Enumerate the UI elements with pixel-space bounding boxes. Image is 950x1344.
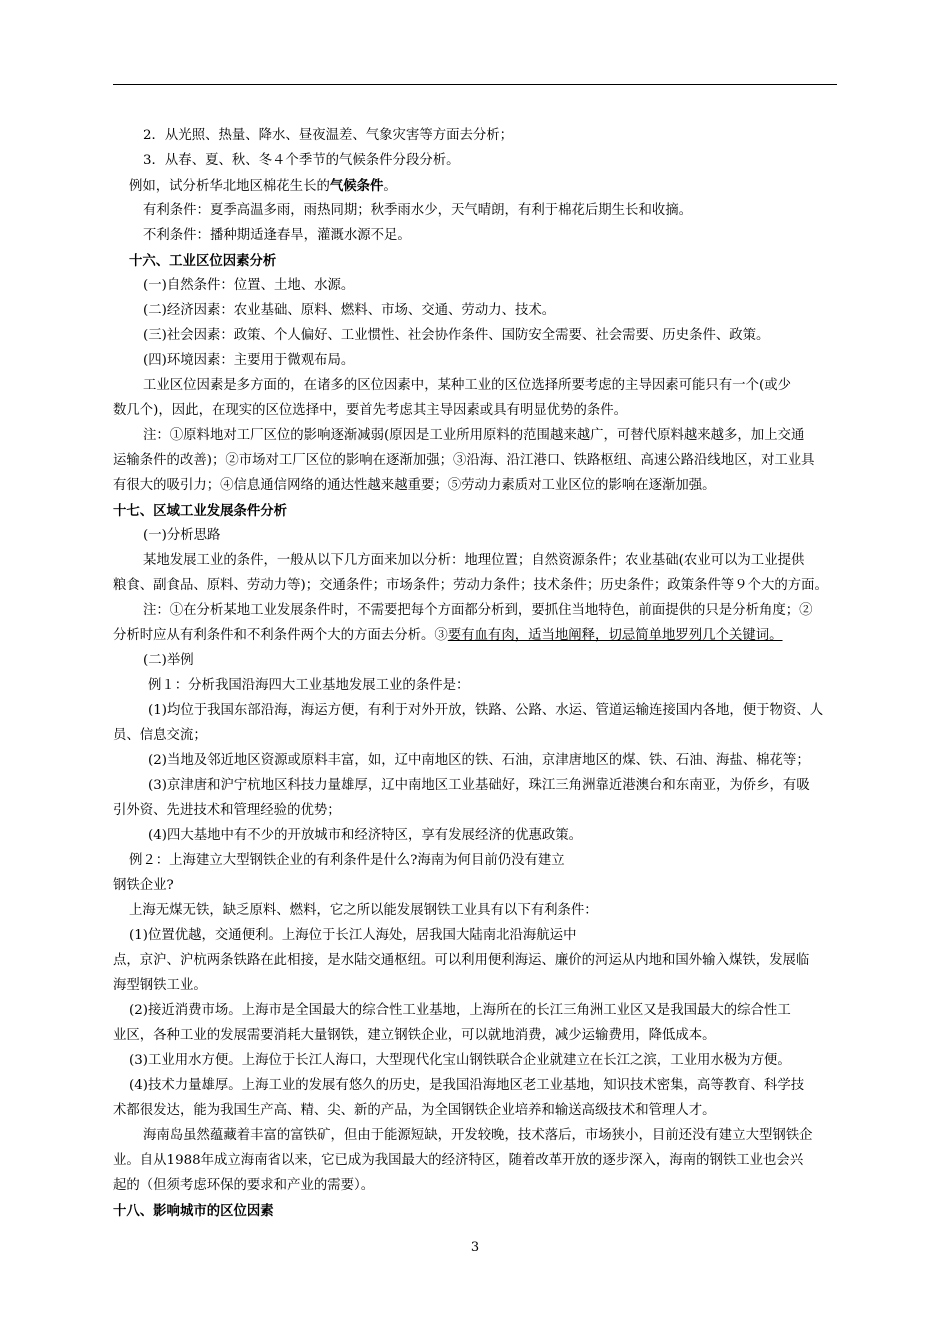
text-line: (3)京津唐和沪宁杭地区科技力量雄厚，辽中南地区工业基础好，珠江三角洲靠近港澳台和东南亚，为侨乡，有吸 (148, 778, 810, 793)
text-line: 运输条件的改善)；②市场对工厂区位的影响在逐渐加强；③沿海、沿江港口、铁路枢纽、高速公路沿线地区，对工业具 (113, 453, 815, 468)
text-line (129, 177, 397, 196)
text-line: (2)当地及邻近地区资源或原料丰富，如，辽中南地区的铁、石油，京津唐地区的煤、铁、石油、海盐、棉花等； (148, 753, 810, 768)
text-line: 业区，各种工业的发展需要消耗大量钢铁，建立钢铁企业，可以就地消费，减少运输费用，降低成本。 (113, 1028, 716, 1043)
text-line: (二)经济因素：农业基础、原料、燃料、市场、交通、劳动力、技术。 (143, 303, 556, 318)
page-number: 3 (470, 1240, 480, 1255)
text-line: (一)自然条件：位置、土地、水源。 (143, 278, 355, 293)
section-heading: 十八、影响城市的区位因素 (113, 1203, 274, 1219)
text-line: (三)社会因素：政策、个人偏好、工业惯性、社会协作条件、国防安全需要、社会需要、历史条件、政策。 (143, 328, 770, 343)
text-line: 业。自从1988年成立海南省以来，它已成为我国最大的经济特区，随着改革开放的逐步深入，海南的钢铁工业也会兴 (113, 1153, 804, 1168)
text-line: 上海无煤无铁，缺乏原料、燃料，它之所以能发展钢铁工业具有以下有利条件： (129, 903, 598, 918)
text-segment: 。 (383, 179, 397, 194)
text-segment: 例如，试分析华北地区棉花生长的 (129, 179, 330, 194)
text-line: 粮食、副食品、原料、劳动力等)；交通条件；市场条件；劳动力条件；技术条件；历史条件；政策条件等９个大的方面。 (113, 578, 828, 593)
text-line: (一)分析思路 (143, 528, 221, 543)
text-line: (4)技术力量雄厚。上海工业的发展有悠久的历史，是我国沿海地区老工业基地，知识技术密集，高等教育、科学技 (129, 1078, 805, 1093)
text-line: 海型钢铁工业。 (113, 978, 207, 993)
section-heading: 十七、区域工业发展条件分析 (113, 503, 288, 519)
text-line: 例２：上海建立大型钢铁企业的有利条件是什么?海南为何目前仍没有建立 (129, 853, 565, 868)
text-line: 钢铁企业? (113, 878, 174, 893)
text-line: (二)举例 (143, 653, 194, 668)
text-line: (1)位置优越，交通便利。上海位于长江人海处，居我国大陆南北沿海航运中 (129, 928, 577, 943)
text-line: 有利条件：夏季高温多雨，雨热同期；秋季雨水少，天气晴朗，有利于棉花后期生长和收摘。 (143, 203, 693, 218)
text-line: 不利条件：播种期适逢春旱，灌溉水源不足。 (143, 228, 411, 243)
text-line: (4)四大基地中有不少的开放城市和经济特区，享有发展经济的优惠政策。 (148, 828, 583, 843)
text-line: 2．从光照、热量、降水、昼夜温差、气象灾害等方面去分析； (143, 128, 514, 143)
underlined-text: 要有血有肉，适当地阐释，切忌简单地罗列几个关键词。 (447, 628, 783, 643)
text-line: 某地发展工业的条件，一般从以下几方面来加以分析：地理位置；自然资源条件；农业基础(农业可以为工业提供 (143, 553, 805, 568)
text-line: 术都很发达，能为我国生产高、精、尖、新的产品，为全国钢铁企业培养和输送高级技术和管理人才。 (113, 1103, 716, 1118)
text-line: 海南岛虽然蕴藏着丰富的富铁矿，但由于能源短缺，开发较晚，技术落后，市场狭小，目前还没有建立大型钢铁企 (143, 1128, 813, 1143)
text-line: 注：①原料地对工厂区位的影响逐渐减弱(原因是工业所用原料的范围越来越广，可替代原料越来越多，加上交通 (143, 428, 805, 443)
section-heading: 十六、工业区位因素分析 (129, 253, 277, 269)
text-line: (3)工业用水方便。上海位于长江人海口，大型现代化宝山钢铁联合企业就建立在长江之滨，工业用水极为方便。 (129, 1053, 791, 1068)
text-line: 引外资、先进技术和管理经验的优势； (113, 803, 341, 818)
text-line: 例１：分析我国沿海四大工业基地发展工业的条件是： (148, 678, 470, 693)
text-line: 员、信息交流； (113, 728, 207, 743)
header-rule (113, 84, 837, 85)
text-segment: 分析时应从有利条件和不利条件两个大的方面去分析。③ (113, 628, 448, 643)
text-line: (1)均位于我国东部沿海，海运方便，有利于对外开放，铁路、公路、水运、管道运输连接国内各地，便于物资、人 (148, 703, 824, 718)
text-line: 工业区位因素是多方面的，在诸多的区位因素中，某种工业的区位选择所要考虑的主导因素可能只有一个(或少 (143, 378, 791, 393)
text-line: (四)环境因素：主要用于微观布局。 (143, 353, 355, 368)
text-line: 注：①在分析某地工业发展条件时，不需要把每个方面都分析到，要抓住当地特色，前面提供的只是分析角度；② (143, 603, 813, 618)
text-line (113, 627, 783, 645)
text-line: 3．从春、夏、秋、冬４个季节的气候条件分段分析。 (143, 153, 460, 168)
bold-term: 气候条件 (329, 178, 384, 194)
text-line: 有很大的吸引力；④信息通信网络的通达性越来越重要；⑤劳动力素质对工业区位的影响在逐渐加强。 (113, 478, 716, 493)
text-line: 点，京沪、沪杭两条铁路在此相接，是水陆交通枢纽。可以利用便利海运、廉价的河运从内地和国外输入煤铁，发展临 (113, 953, 810, 968)
text-line: (2)接近消费市场。上海市是全国最大的综合性工业基地，上海所在的长江三角洲工业区又是我国最大的综合性工 (129, 1003, 791, 1018)
text-line: 起的（但须考虑环保的要求和产业的需要）。 (113, 1178, 375, 1193)
text-line: 数几个)，因此，在现实的区位选择中，要首先考虑其主导因素或具有明显优势的条件。 (113, 403, 628, 418)
